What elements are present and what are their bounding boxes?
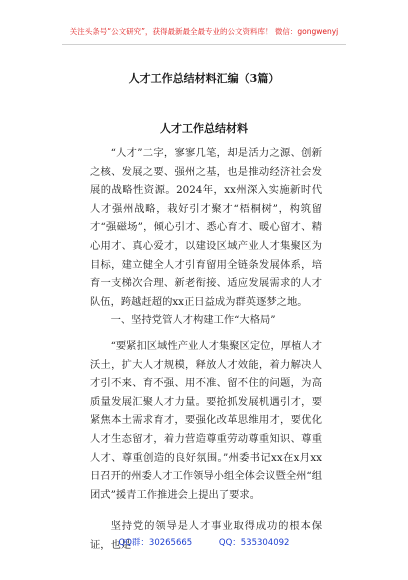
paragraph-heading: 一、坚持党管人才构建工作“大格局”	[110, 314, 276, 326]
paragraph-text: “要紧扣区域性产业人才集聚区定位，厚植人才沃土，扩大人才规模，释放人才效能，着力解决人才引不来、育不强、用不准、留不住的问题，为高质量发展汇聚人才力量。要抢抓发展机遇引才，要紧焦本土需求育才，要强化改革思维用才，要优化人才生态留才，着力营造尊重劳动尊重知识、尊重人才、尊重创造的良好氛围。”州委书记xx在x月xx日召开的州委人才工作领导小组全体会议暨全州“组团式”援青工作推进会上提出了要求。	[90, 340, 322, 501]
paragraph-text: “人才”二字，寥寥几笔，却是活力之源、创新之核、发展之要、强州之基，也是推动经济社会发展的战略性资源。2024年，xx州深入实施新时代人才强州战略，栽好引才聚才“梧桐树”，构筑留才“强磁场”，倾心引才、悉心育才、暖心留才、精心用才、真心爱才，以建设区域产业人才集聚区为目标，建立健全人才引育留用全链条发展体系，培育一支梯次合理、新老衔接、适应发展需求的人才队伍，跨越赶超的xx正日益成为群英逐梦之地。	[90, 147, 322, 308]
body-paragraph-intro	[90, 144, 322, 311]
document-title: 人才工作总结材料汇编（3篇）	[128, 72, 280, 85]
paragraph-text: 坚持党的领导是人才事业取得成功的根本保证，也是	[90, 520, 322, 551]
header-divider	[62, 44, 346, 45]
footer-qq: QQ：535304092	[218, 538, 290, 548]
section-title: 人才工作总结材料	[160, 122, 248, 135]
body-heading-one	[90, 311, 322, 330]
header-banner: 关注头条号“公文研究”，获得最新最全最专业的公文资料库！ 微信：gongwenyj	[69, 27, 339, 36]
footer-contact	[0, 536, 408, 548]
body-paragraph-quote	[90, 337, 322, 504]
footer-qq-group: QQ群：30265665	[118, 538, 193, 548]
